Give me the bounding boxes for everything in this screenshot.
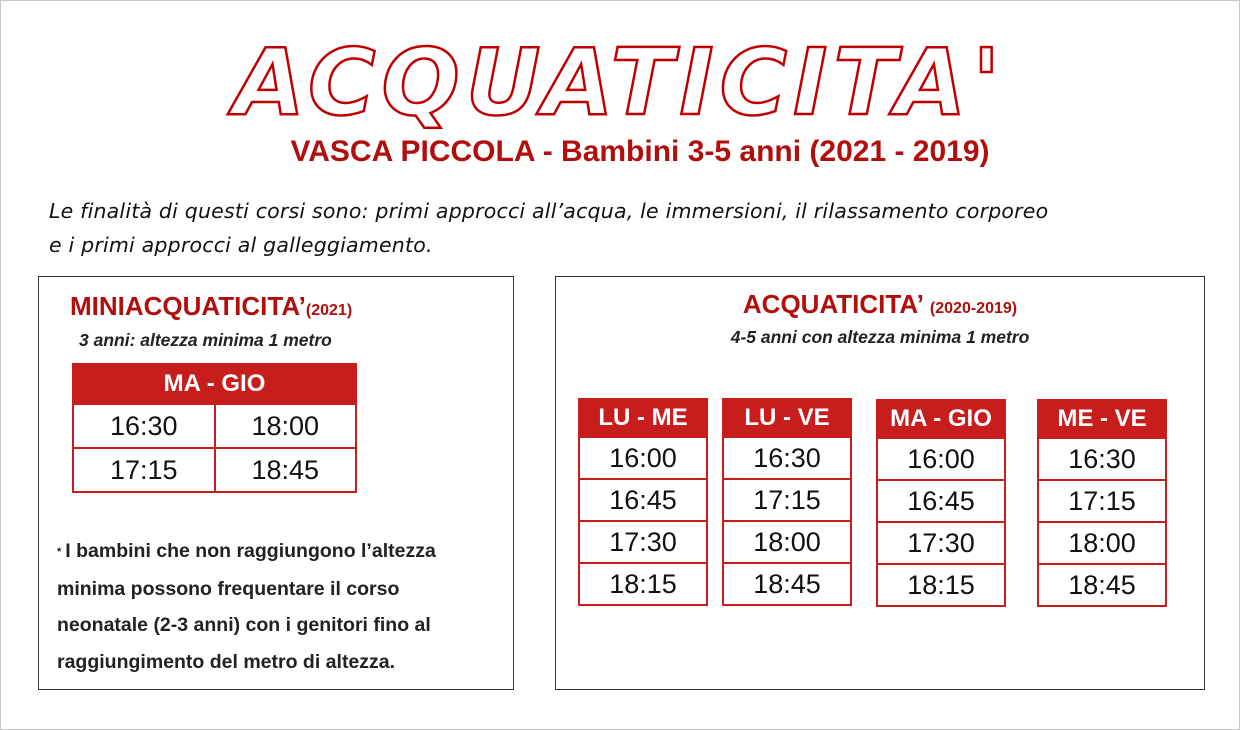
time-cell: 16:00 [579,437,707,479]
time-cell: 17:15 [73,448,215,492]
time-cell: 18:45 [215,448,357,492]
mini-course-name: MINIACQUATICITA’ [70,291,306,321]
time-cell: 18:00 [215,404,357,448]
intro-text [49,194,1209,262]
note-line: minima possono frequentare il corso [57,577,400,600]
page-subtitle: VASCA PICCOLA - Bambini 3-5 anni (2021 - 2019) [290,135,990,168]
schedule-day-header: ME - VE [1038,400,1166,438]
acq-course-name: ACQUATICITA’ [742,289,924,319]
note-line: * I bambini che non raggiungono l’altezza [57,540,436,562]
mini-course-subtitle: 3 anni: altezza minima 1 metro [79,330,332,350]
schedule-day-header: MA - GIO [73,364,356,404]
intro-line-1: Le finalità di questi corsi sono: primi approcci all’acqua, le immersioni, il rilassamento corporeo [49,199,1049,223]
time-cell: 17:15 [723,479,851,521]
time-cell: 18:45 [1038,564,1166,606]
time-cell: 16:45 [877,480,1005,522]
time-cell: 17:30 [877,522,1005,564]
table-row [73,404,356,448]
time-cell: 18:00 [1038,522,1166,564]
schedule-ma-gio [876,399,1006,607]
acq-course-subtitle: 4-5 anni con altezza minima 1 metro [730,327,1030,347]
height-note [57,533,507,680]
mini-schedule-table [72,363,357,493]
schedule-day-header: LU - ME [579,399,707,437]
time-cell: 16:00 [877,438,1005,480]
time-cell: 18:00 [723,521,851,563]
acq-course-panel [555,276,1205,690]
time-cell: 18:15 [877,564,1005,606]
time-cell: 17:30 [579,521,707,563]
schedule-lu-me [578,398,708,606]
time-cell: 16:45 [579,479,707,521]
asterisk: * [57,546,62,558]
time-cell: 17:15 [1038,480,1166,522]
acq-course-title [556,289,1204,320]
time-cell: 16:30 [73,404,215,448]
mini-course-title [70,291,352,322]
mini-course-year: (2021) [305,302,353,319]
acq-course-year: (2020-2019) [929,300,1018,317]
table-row [73,448,356,492]
note-line: raggiungimento del metro di altezza. [57,650,396,673]
page-title: ACQUATICITA' [233,29,1007,136]
time-cell: 16:30 [1038,438,1166,480]
time-cell: 16:30 [723,437,851,479]
note-line: neonatale (2-3 anni) con i genitori fino al [57,614,431,636]
mini-course-panel [38,276,514,690]
intro-line-2: e i primi approcci al galleggiamento. [49,233,433,257]
schedule-day-header: LU - VE [723,399,851,437]
schedule-me-ve [1037,399,1167,607]
schedule-lu-ve [722,398,852,606]
time-cell: 18:45 [723,563,851,605]
time-cell: 18:15 [579,563,707,605]
schedule-day-header: MA - GIO [877,400,1005,438]
